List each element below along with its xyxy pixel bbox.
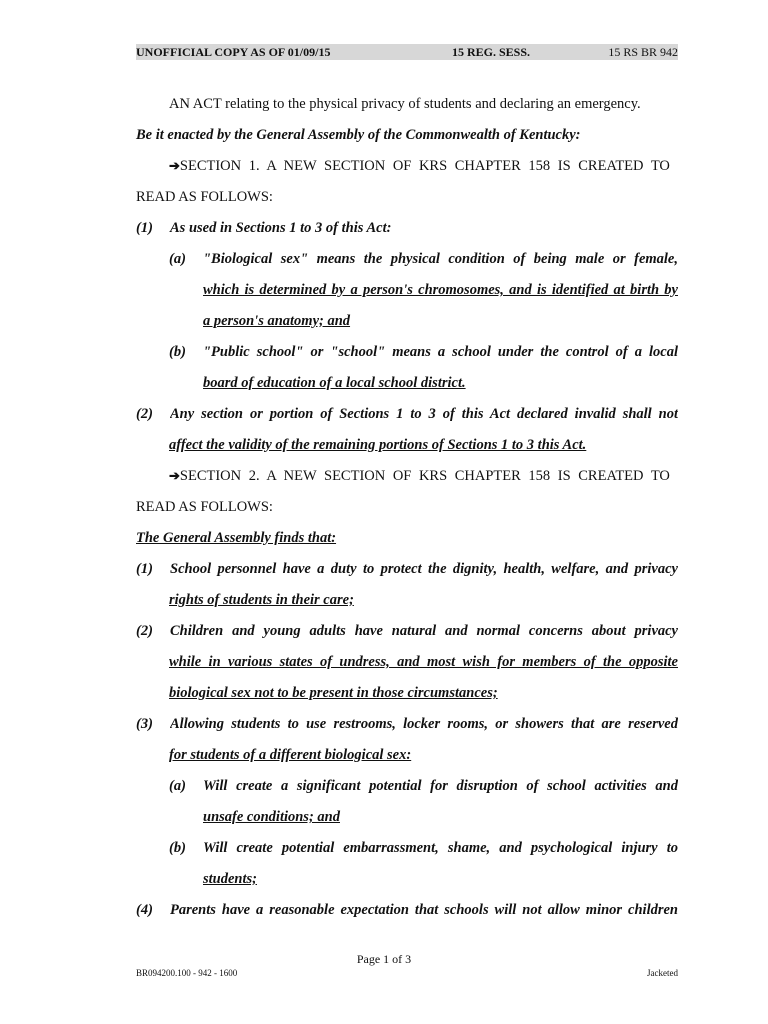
paragraph-text: Will create potential embarrassment, shame, and psychological injury to	[203, 840, 678, 856]
finding-number: (2)	[136, 623, 153, 639]
finding-2-cont-1: while in various states of undress, and most wish for members of the opposite	[169, 654, 678, 670]
page-number: Page 1 of 3	[356, 952, 412, 966]
enacting-clause: Be it enacted by the General Assembly of the Commonwealth of Kentucky:	[136, 127, 581, 143]
bill-request-code: BR094200.100 - 942 - 1600	[136, 968, 238, 978]
finding-1-cont: rights of students in their care;	[169, 592, 354, 608]
finding-number: (1)	[136, 561, 153, 577]
subsection-text: Any section or portion of Sections 1 to 3 of this Act declared invalid shall not	[170, 406, 678, 422]
findings-intro: The General Assembly finds that:	[136, 530, 337, 546]
section-2-heading-text: SECTION 2. A NEW SECTION OF KRS CHAPTER 158 IS CREATED TO	[179, 468, 670, 484]
finding-number: (3)	[136, 716, 153, 732]
section-2-heading-cont: READ AS FOLLOWS:	[136, 499, 273, 515]
finding-text: Children and young adults have natural and normal concerns about privacy	[170, 623, 678, 639]
section-1-heading	[169, 156, 678, 176]
arrow-icon: ➔	[169, 468, 180, 483]
paragraph-letter: (b)	[169, 840, 186, 856]
document-header	[136, 44, 678, 60]
paragraph-text: "Public school" or "school" means a school under the control of a local	[203, 344, 678, 360]
subsection-2-cont: affect the validity of the remaining portions of Sections 1 to 3 this Act.	[169, 437, 587, 453]
header-copy-status: UNOFFICIAL COPY AS OF 01/09/15	[136, 45, 331, 59]
act-title: AN ACT relating to the physical privacy of students and declaring an emergency.	[169, 96, 641, 112]
subsection-number: (1)	[136, 220, 153, 236]
paragraph-a-cont-2: a person's anatomy; and	[203, 313, 351, 329]
header-bill-number: 15 RS BR 942	[608, 45, 678, 59]
finding-3-b-cont: students;	[203, 871, 257, 887]
finding-2-cont-2: biological sex not to be present in those circumstances;	[169, 685, 498, 701]
header-session: 15 REG. SESS.	[452, 45, 531, 59]
paragraph-text: Will create a significant potential for disruption of school activities and	[203, 778, 678, 794]
section-1-heading-text: SECTION 1. A NEW SECTION OF KRS CHAPTER 158 IS CREATED TO	[179, 158, 670, 174]
section-2-heading	[169, 466, 678, 486]
arrow-icon: ➔	[169, 158, 180, 173]
finding-3-a-cont: unsafe conditions; and	[203, 809, 340, 825]
finding-3-cont: for students of a different biological sex:	[169, 747, 412, 763]
subsection-number: (2)	[136, 406, 153, 422]
subsection-text: As used in Sections 1 to 3 of this Act:	[170, 220, 392, 236]
paragraph-text: "Biological sex" means the physical condition of being male or female,	[203, 251, 678, 267]
paragraph-a-cont-1: which is determined by a person's chromosomes, and is identified at birth by	[203, 282, 678, 298]
section-1-heading-cont: READ AS FOLLOWS:	[136, 189, 273, 205]
jacketed-status: Jacketed	[647, 968, 678, 978]
paragraph-letter: (a)	[169, 251, 186, 267]
paragraph-letter: (b)	[169, 344, 186, 360]
finding-text: School personnel have a duty to protect the dignity, health, welfare, and privacy	[170, 561, 678, 577]
finding-number: (4)	[136, 902, 153, 918]
paragraph-b-cont: board of education of a local school district.	[203, 375, 466, 391]
finding-text: Parents have a reasonable expectation that schools will not allow minor children	[170, 902, 678, 918]
paragraph-letter: (a)	[169, 778, 186, 794]
finding-text: Allowing students to use restrooms, locker rooms, or showers that are reserved	[170, 716, 678, 732]
